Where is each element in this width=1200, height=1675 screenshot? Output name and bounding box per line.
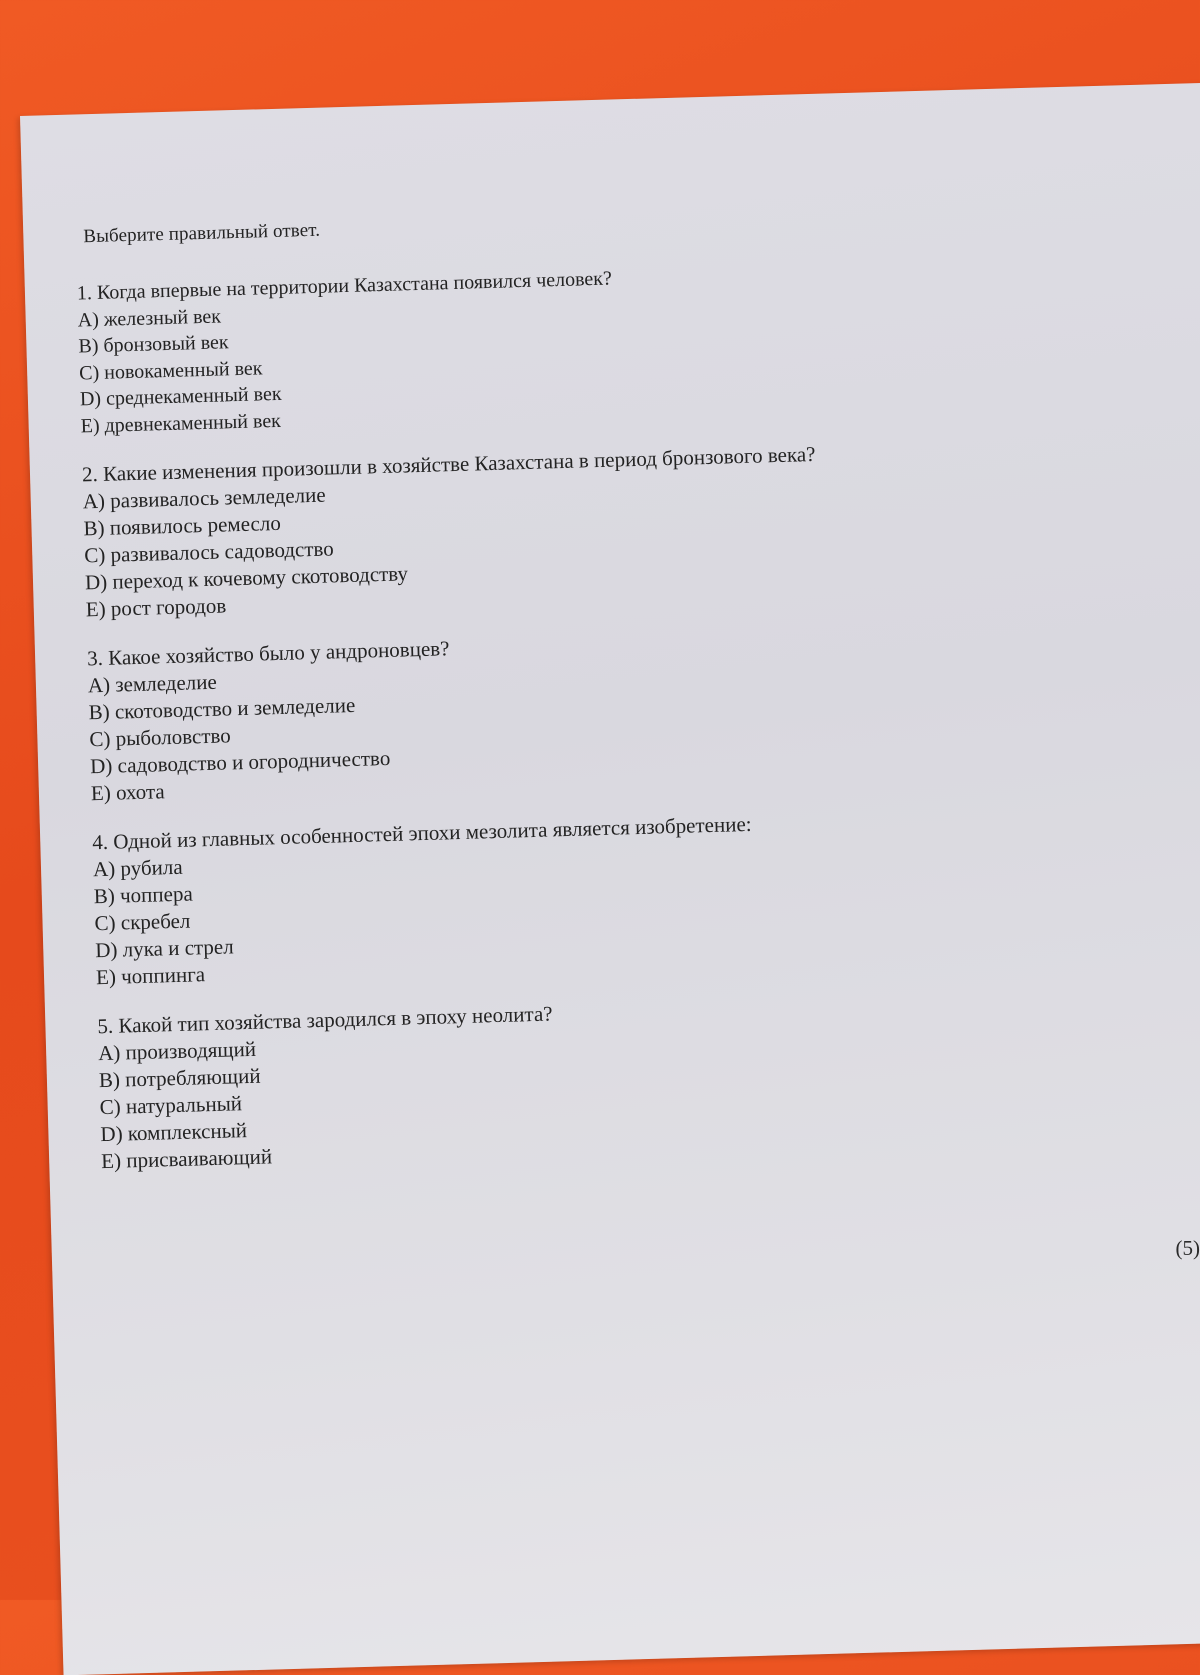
question-text: 5. Какой тип хозяйства зародился в эпоху неолита? — [97, 982, 1197, 1040]
answer-option: C) натуральный — [99, 1063, 1199, 1121]
answer-option: A) производящий — [98, 1009, 1198, 1067]
question-text: 3. Какое хозяйство было у андроновцев? — [87, 615, 1187, 673]
answer-option: E) чоппинга — [96, 934, 1196, 992]
answer-option: A) рубила — [93, 826, 1193, 884]
answer-option: D) комплексный — [100, 1090, 1200, 1148]
instruction-text: Выберите правильный ответ. — [83, 196, 1175, 248]
test-content — [75, 196, 1200, 1197]
answer-option: A) железный век — [77, 276, 1177, 333]
answer-option: D) среднекаменный век — [80, 356, 1180, 413]
answer-option: E) присваивающий — [101, 1117, 1200, 1175]
question-5 — [97, 982, 1200, 1175]
question-4 — [92, 799, 1196, 992]
answer-option: B) появилось ремесло — [83, 485, 1183, 543]
answer-option: C) новокаменный век — [79, 329, 1179, 386]
answer-option: B) потребляющий — [99, 1036, 1199, 1094]
answer-option: D) садоводство и огородничество — [90, 723, 1190, 781]
page-number: (5) — [1176, 1236, 1200, 1261]
answer-option: E) древнекаменный век — [80, 382, 1180, 439]
paper-sheet — [20, 82, 1200, 1675]
answer-option: E) рост городов — [85, 566, 1185, 624]
question-2 — [82, 431, 1186, 624]
answer-option: D) лука и стрел — [95, 907, 1195, 965]
answer-option: C) рыболовство — [89, 696, 1189, 754]
answer-option: D) переход к кочевому скотоводству — [85, 539, 1185, 597]
answer-option: A) развивалось земледелие — [82, 458, 1182, 516]
answer-option: B) скотоводство и земледелие — [88, 669, 1188, 727]
answer-option: A) земледелие — [88, 642, 1188, 700]
question-text: 4. Одной из главных особенностей эпохи мезолита является изобретение: — [92, 799, 1192, 857]
answer-option: B) бронзовый век — [78, 303, 1178, 360]
question-1 — [77, 250, 1181, 440]
question-text: 2. Какие изменения произошли в хозяйстве Казахстана в период бронзового века? — [82, 431, 1182, 489]
question-3 — [87, 615, 1191, 808]
answer-option: E) охота — [91, 750, 1191, 808]
answer-option: B) чоппера — [93, 853, 1193, 911]
answer-option: C) развивалось садоводство — [84, 512, 1184, 570]
answer-option: C) скребел — [94, 880, 1194, 938]
question-text: 1. Когда впервые на территории Казахстана появился человек? — [77, 250, 1177, 307]
